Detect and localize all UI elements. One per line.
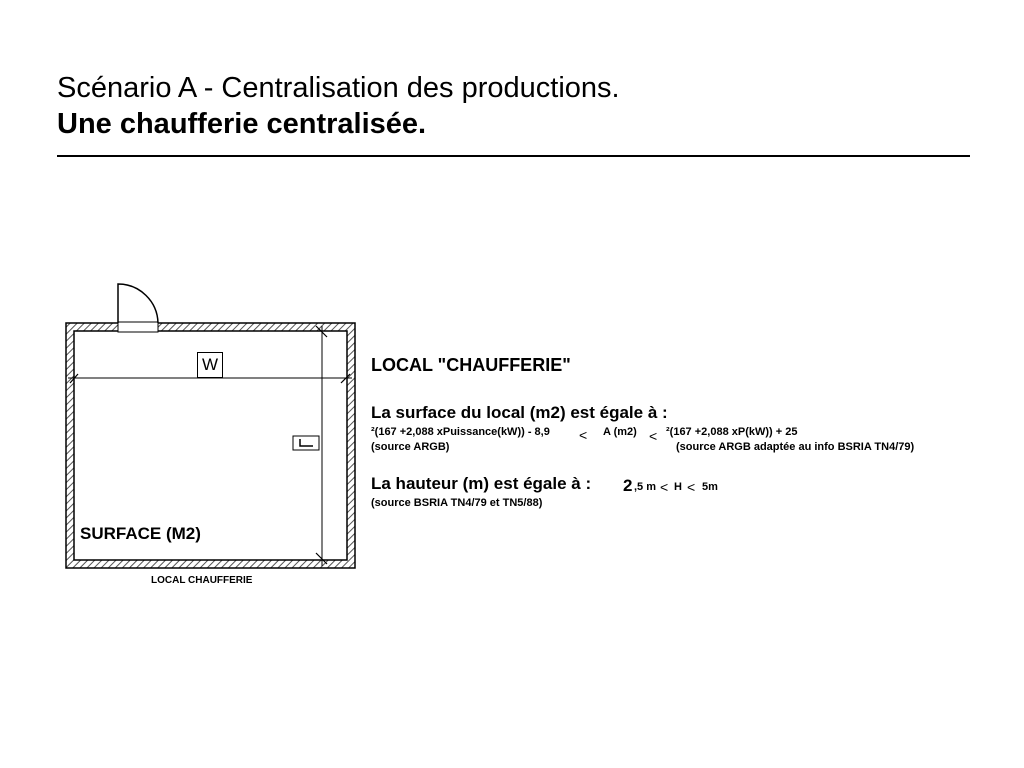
boiler-room-plan [60,276,370,596]
height-source: (source BSRIA TN4/79 et TN5/88) [371,497,543,509]
less-than-sign: < [687,479,696,495]
width-label: W [197,352,223,378]
less-than-sign: < [660,479,669,495]
door-swing [118,284,158,323]
height-max: 5m [702,481,718,493]
title-underline [57,155,970,157]
height-heading: La hauteur (m) est égale à : [371,474,592,493]
title-line: Scénario A - Centralisation des productions. [57,72,620,104]
surface-formula-min: ²(167 +2,088 xPuissance(kW)) - 8,9 [371,426,550,438]
surface-formula-max: ²(167 +2,088 xP(kW)) + 25 [666,426,798,438]
surface-source: (source ARGB) [371,441,450,453]
length-label-box [293,436,319,450]
plan-caption: LOCAL CHAUFFERIE [151,575,253,586]
local-heading: LOCAL "CHAUFFERIE" [371,355,571,375]
door-opening [118,322,158,332]
subtitle-line: Une chaufferie centralisée. [57,108,427,140]
height-variable: H [674,481,682,493]
surface-heading: La surface du local (m2) est égale à : [371,403,668,422]
surface-variable: A (m2) [603,426,637,438]
less-than-sign: < [649,428,658,444]
surface-label: SURFACE (M2) [80,524,201,543]
plan-drawing [60,276,370,596]
less-than-sign: < [579,427,588,443]
height-min-digit: 2 [623,476,633,495]
surface-source-adapted: (source ARGB adaptée au info BSRIA TN4/79) [676,441,915,453]
slide-title [57,70,970,142]
height-min: ,5 m [634,481,657,493]
